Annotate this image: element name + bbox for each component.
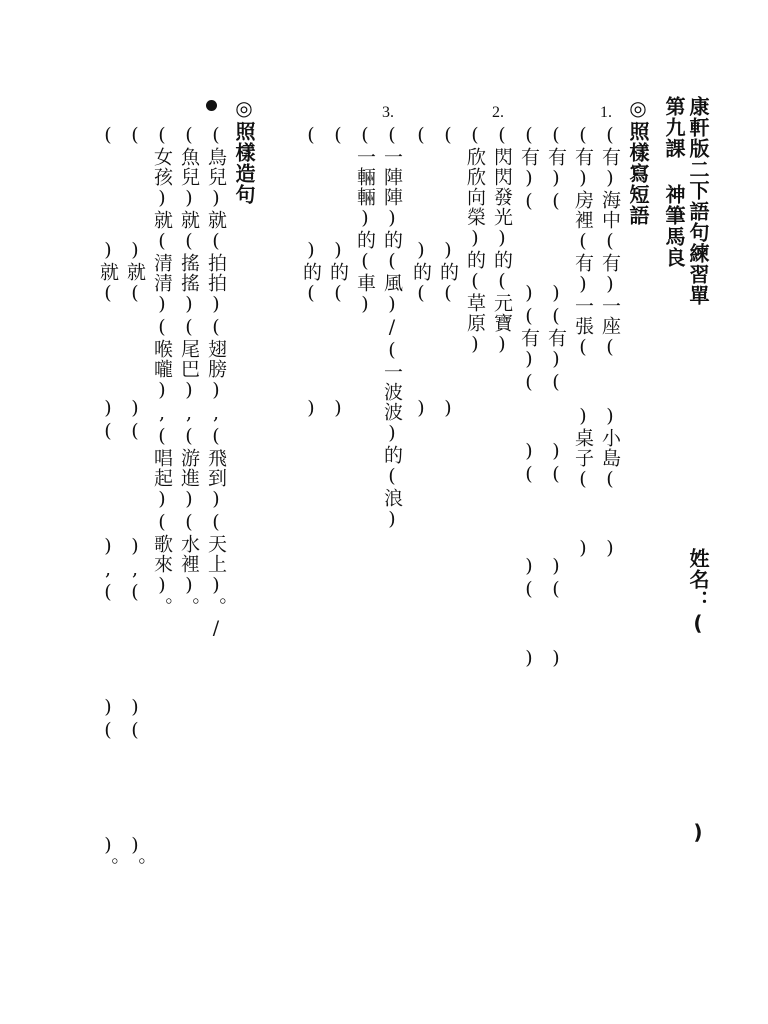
sentence-row-2: (魚兒)就(搖搖)(尾巴),(游進)(水裡)。	[178, 124, 200, 617]
name-close-bracket: )	[686, 820, 710, 845]
item-number-3: 3.	[382, 104, 394, 121]
phrase-row-2-4: ( )的( )	[410, 124, 432, 420]
section1-heading: ◎照樣寫短語	[626, 96, 650, 226]
phrase-row-2-1: (閃閃發光)的(元寶)	[491, 124, 513, 356]
phrase-row-1-3: (有)( )(有)( )( )( )	[545, 124, 567, 670]
sentence-row-5: ( )就( )( ),( )( )。	[97, 124, 119, 877]
sentence-row-3: (女孩)就(清清)(喉嚨),(唱起)(歌來)。	[151, 124, 173, 617]
phrase-row-2-2: (欣欣向榮)的(草原)	[464, 124, 486, 356]
name-label: 姓名：(	[686, 548, 710, 636]
phrase-row-3-3: ( )的( )	[327, 124, 349, 420]
phrase-row-1-4: (有)( )(有)( )( )( )	[518, 124, 540, 670]
bullet-dot	[206, 100, 217, 111]
item-number-2: 2.	[492, 104, 504, 121]
phrase-row-1-2: (有)房裡(有)一張( )桌子( )	[572, 124, 594, 560]
worksheet-title: 康軒版二下語句練習單	[686, 96, 710, 306]
phrase-row-3-1: (一陣陣)的(風)/(一波波)的(浪)	[381, 124, 403, 531]
phrase-row-1-1: (有)海中(有)一座( )小島( )	[599, 124, 621, 560]
sentence-row-4: ( )就( )( ),( )( )。	[124, 124, 146, 877]
item-number-1: 1.	[600, 104, 612, 121]
lesson-title: 第九課 神筆馬良	[662, 96, 686, 268]
phrase-row-3-2: (一輛輛)的(車)	[354, 124, 376, 316]
phrase-row-3-4: ( )的( )	[300, 124, 322, 420]
phrase-row-2-3: ( )的( )	[437, 124, 459, 420]
sentence-row-1: (鳥兒)就(拍拍)(翅膀),(飛到)(天上)。/	[205, 124, 227, 640]
section2-heading: ◎照樣造句	[232, 96, 256, 205]
